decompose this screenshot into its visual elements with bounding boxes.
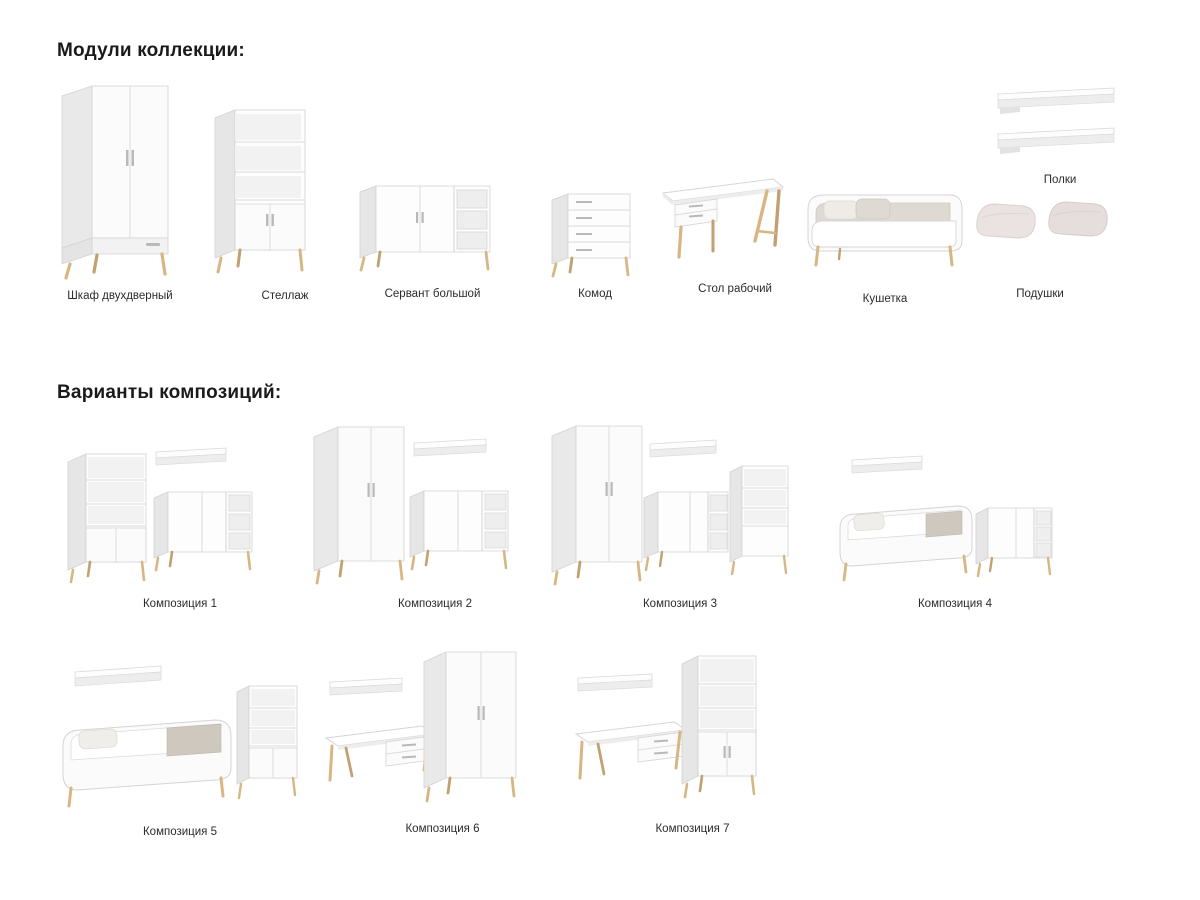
chest-of-drawers-illustration <box>530 180 660 285</box>
composition-caption: Композиция 1 <box>142 598 218 610</box>
composition-4[interactable] <box>830 440 1080 620</box>
composition-5[interactable] <box>55 650 305 850</box>
composition-caption: Композиция 3 <box>642 598 718 610</box>
module-cushions[interactable] <box>965 180 1115 310</box>
composition-caption: Композиция 6 <box>405 823 480 835</box>
daybed-illustration <box>800 175 970 275</box>
module-wardrobe-2-door[interactable] <box>40 78 200 308</box>
module-caption: Подушки <box>1016 288 1064 300</box>
sideboard-large-illustration <box>350 170 515 280</box>
module-sideboard-large[interactable] <box>350 170 515 310</box>
composition-6-illustration <box>320 640 565 815</box>
composition-1[interactable] <box>50 430 310 620</box>
module-desk[interactable] <box>655 165 815 310</box>
composition-caption: Композиция 7 <box>655 823 730 835</box>
composition-2-illustration <box>300 415 570 590</box>
composition-3-illustration <box>540 410 820 590</box>
composition-6[interactable] <box>320 640 565 850</box>
module-caption: Стеллаж <box>261 290 309 302</box>
module-daybed[interactable] <box>800 175 970 310</box>
composition-4-illustration <box>830 440 1080 590</box>
module-caption: Стол рабочий <box>698 283 772 295</box>
compositions-section-title: Варианты композиций: <box>57 382 282 403</box>
wardrobe-2-door-illustration <box>40 78 200 278</box>
cushions-illustration <box>965 180 1115 270</box>
module-caption: Комод <box>578 288 612 300</box>
shelving-unit-illustration <box>205 100 365 280</box>
module-caption: Кушетка <box>862 293 908 305</box>
composition-5-illustration <box>55 650 305 820</box>
composition-1-illustration <box>50 430 310 590</box>
modules-section-title: Модули коллекции: <box>57 40 245 61</box>
desk-illustration <box>655 165 815 275</box>
composition-caption: Композиция 4 <box>917 598 993 610</box>
module-caption: Полки <box>1043 174 1077 186</box>
composition-3[interactable] <box>540 410 820 620</box>
composition-7-illustration <box>570 640 815 815</box>
wall-shelves-illustration <box>990 80 1130 170</box>
module-chest-of-drawers[interactable] <box>530 180 660 310</box>
module-caption: Шкаф двухдверный <box>67 290 173 302</box>
module-shelving-unit[interactable] <box>205 100 365 310</box>
composition-caption: Композиция 2 <box>397 598 473 610</box>
composition-2[interactable] <box>300 415 570 620</box>
module-caption: Сервант большой <box>384 288 481 300</box>
composition-7[interactable] <box>570 640 815 850</box>
composition-caption: Композиция 5 <box>142 826 218 838</box>
